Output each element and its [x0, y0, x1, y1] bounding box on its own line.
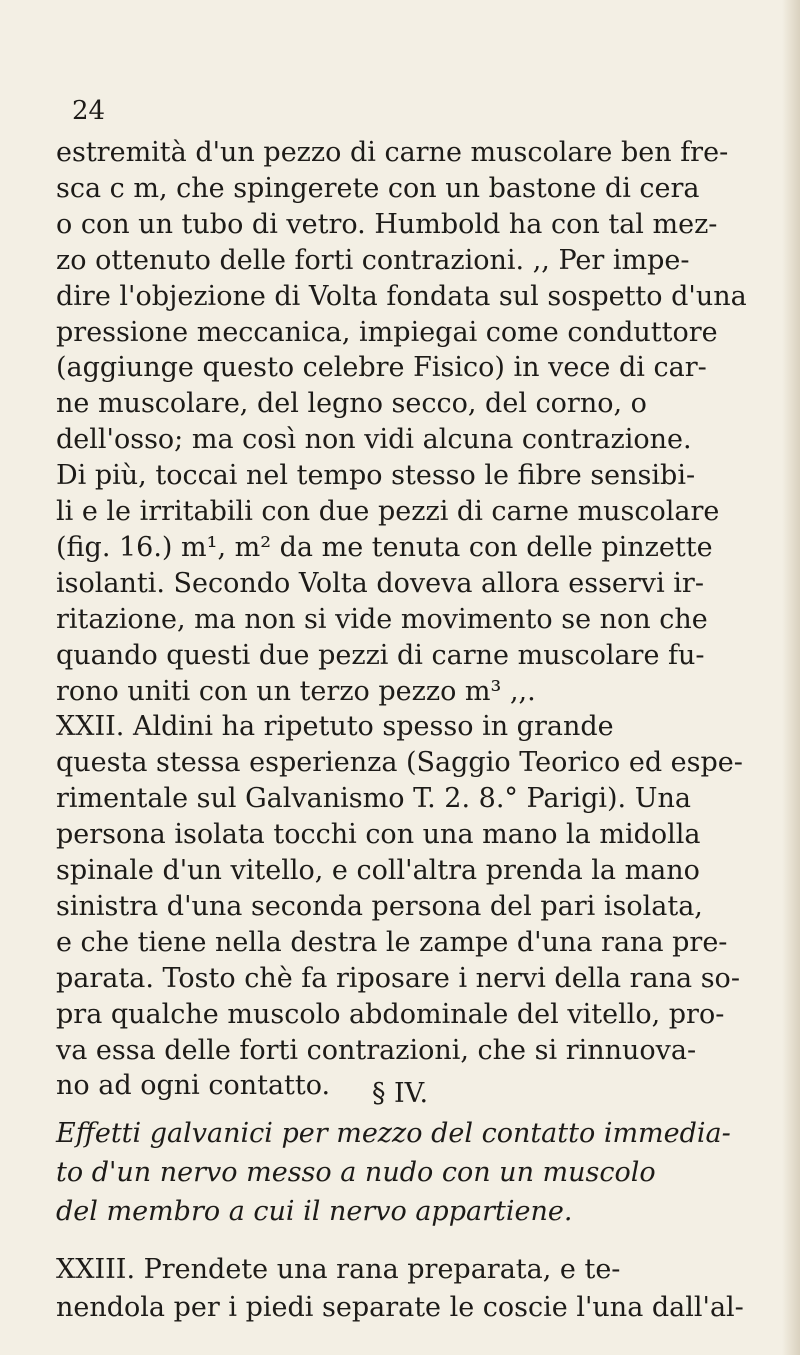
text-line: no ad ogni contatto.: [56, 1070, 331, 1102]
text-line: dire l'objezione di Volta fondata sul sospetto d'una: [56, 280, 747, 312]
text-line: li e le irritabili con due pezzi di carne muscolare: [56, 496, 720, 527]
text-line: sca c m, che spingerete con un bastone di cera: [56, 172, 700, 204]
section-heading: § IV.: [371, 1078, 429, 1109]
text-line: questa stessa esperienza (Saggio Teorico ed espe-: [56, 747, 743, 779]
text-line: sinistra d'una seconda persona del pari isolata,: [56, 890, 703, 922]
page-number: 24: [72, 96, 106, 126]
text-line: spinale d'un vitello, e coll'altra prenda la mano: [56, 855, 700, 886]
text-line: pressione meccanica, impiegai come conduttore: [56, 316, 718, 348]
text-line: zo ottenuto delle forti contrazioni. ,, Per impe-: [56, 244, 690, 276]
text-line: ne muscolare, del legno secco, del corno, o: [56, 388, 647, 420]
text-line: pra qualche muscolo abdominale del vitello, pro-: [56, 998, 725, 1030]
text-line: XXII. Aldini ha ripetuto spesso in grande: [56, 711, 614, 743]
text-line: XXIII. Prendete una rana preparata, e te-: [56, 1254, 621, 1285]
text-line: Effetti galvanici per mezzo del contatto immedia-: [56, 1118, 731, 1149]
text-line: (aggiunge questo celebre Fisico) in vece di car-: [56, 352, 707, 384]
text-line: Di più, toccai nel tempo stesso le fibre sensibi-: [56, 460, 696, 492]
text-line: quando questi due pezzi di carne muscolare fu-: [56, 639, 705, 671]
text-line: o con un tubo di vetro. Humbold ha con tal mez-: [56, 208, 718, 240]
text-line: isolanti. Secondo Volta doveva allora esservi ir-: [56, 567, 704, 599]
text-line: rono uniti con un terzo pezzo m³ ,,.: [56, 675, 536, 707]
text-line: to d'un nervo messo a nudo con un muscolo: [56, 1157, 656, 1188]
page-edge-shadow: [782, 0, 800, 1355]
text-line: rimentale sul Galvanismo T. 2. 8.° Parigi). Una: [56, 783, 691, 815]
text-line: e che tiene nella destra le zampe d'una rana pre-: [56, 926, 728, 958]
text-line: ritazione, ma non si vide movimento se non che: [56, 603, 708, 635]
text-line: del membro a cui il nervo appartiene.: [56, 1196, 573, 1227]
text-line: (fig. 16.) m¹, m² da me tenuta con delle pinzette: [56, 531, 713, 563]
text-line: persona isolata tocchi con una mano la midolla: [56, 819, 701, 851]
text-line: dell'osso; ma così non vidi alcuna contrazione.: [56, 424, 692, 456]
text-line: nendola per i piedi separate le coscie l'una dall'al-: [56, 1292, 744, 1323]
text-line: estremità d'un pezzo di carne muscolare ben fre-: [56, 137, 729, 168]
text-line: parata. Tosto chè fa riposare i nervi della rana so-: [56, 962, 740, 994]
text-line: va essa delle forti contrazioni, che si rinnuova-: [56, 1034, 697, 1066]
